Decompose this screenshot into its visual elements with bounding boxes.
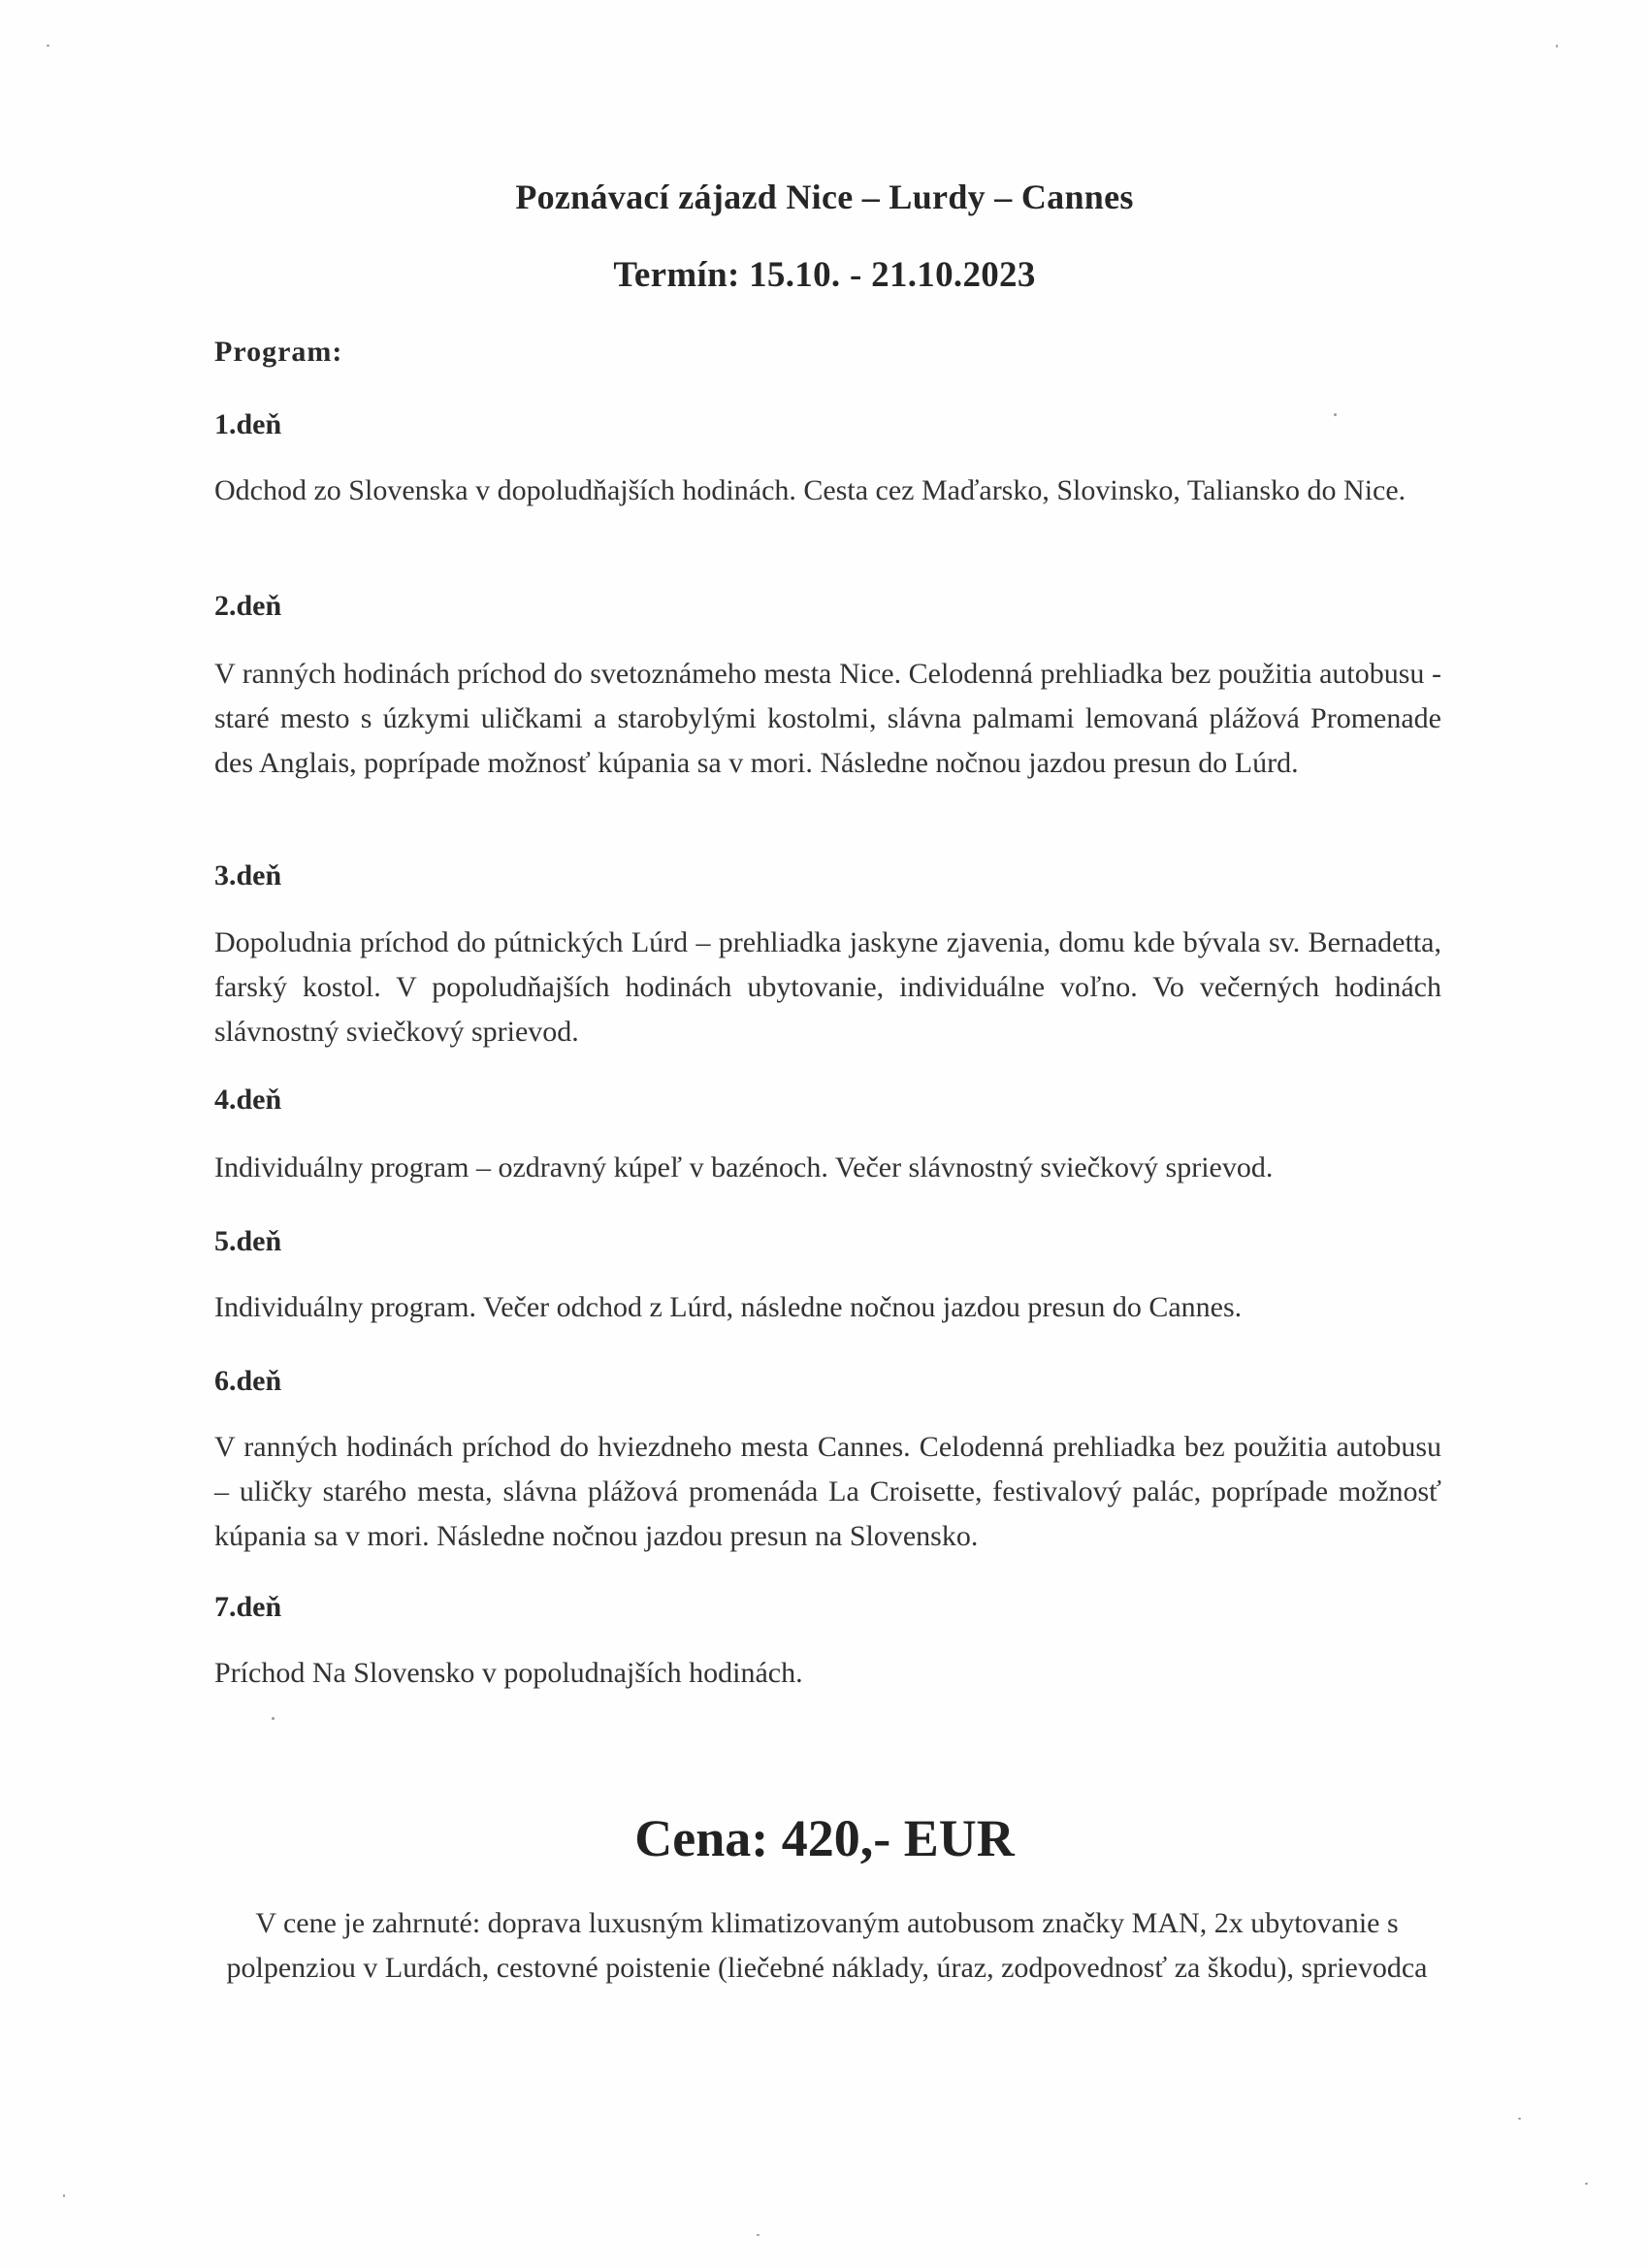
trip-term: Termín: 15.10. - 21.10.2023 [613,255,1036,295]
scan-speck [63,2194,65,2197]
day-2-heading: 2.deň [214,590,282,622]
day-5-heading: 5.deň [214,1225,282,1257]
day-7-text: Príchod Na Slovensko v popoludnajších hodinách. [214,1657,803,1689]
scan-speck [1585,2183,1588,2185]
day-3-text: Dopoludnia príchod do pútnických Lúrd – prehliadka jaskyne zjavenia, domu kde bývala sv. Bernadetta, farský kostol. V popoludňajších hodinách ubytovanie, individuálne voľno. Vo večerných hodinách slávnostný sviečkový sprievod. [214,926,1441,1048]
scan-speck [47,45,49,47]
day-4-heading: 4.deň [214,1084,282,1116]
day-6-heading: 6.deň [214,1365,282,1397]
day-1-text: Odchod zo Slovenska v dopoludňajších hodinách. Cesta cez Maďarsko, Slovinsko, Taliansko do Nice. [214,474,1406,506]
day-6-text: V ranných hodinách príchod do hviezdneho mesta Cannes. Celodenná prehliadka bez použitia autobusu – uličky starého mesta, slávna plážová promenáda La Croisette, festivalový palác, poprípade možnosť kúpania sa v mori. Následne nočnou jazdou presun na Slovensko. [214,1431,1441,1552]
price-heading: Cena: 420,- EUR [634,1809,1015,1867]
day-3-heading: 3.deň [214,859,282,891]
day-1-heading: 1.deň [214,408,282,440]
program-label: Program: [214,336,343,368]
scan-speck [272,1717,275,1720]
day-7-heading: 7.deň [214,1591,282,1623]
price-included-text: V cene je zahrnuté: doprava luxusným klimatizovaným autobusom značky MAN, 2x ubytovanie s polpenziou v Lurdách, cestovné poistenie (liečebné náklady, úraz, zodpovednosť za škodu), sprievodca [226,1907,1428,1984]
document-title: Poznávací zájazd Nice – Lurdy – Cannes [515,178,1134,216]
day-5-text: Individuálny program. Večer odchod z Lúrd, následne nočnou jazdou presun do Cannes. [214,1291,1243,1323]
day-2-text: V ranných hodinách príchod do svetoznámeho mesta Nice. Celodenná prehliadka bez použitia autobusu - staré mesto s úzkymi uličkami a starobylými kostolmi, slávna palmami lemovaná plážová Promenade des Anglais, poprípade možnosť kúpania sa v mori. Následne nočnou jazdou presun do Lúrd. [214,658,1441,779]
scan-speck [757,2234,760,2236]
day-4-text: Individuálny program – ozdravný kúpeľ v bazénoch. Večer slávnostný sviečkový sprievod. [214,1151,1274,1183]
scan-speck [1518,2118,1521,2120]
scan-speck [1334,413,1337,416]
scan-speck [1556,45,1558,48]
